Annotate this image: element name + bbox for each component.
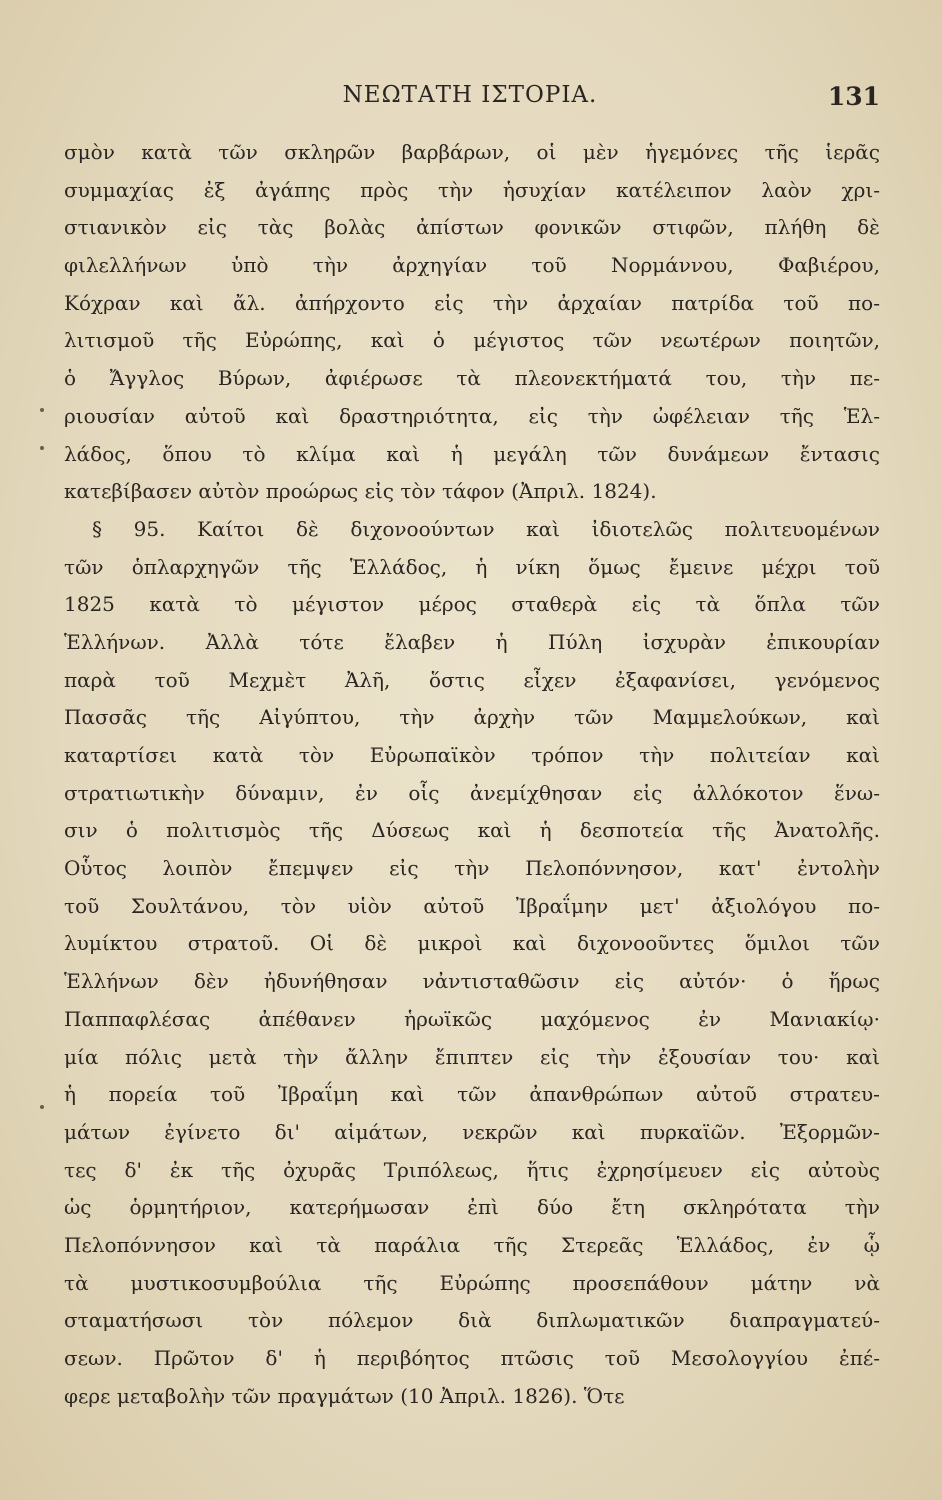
margin-mark xyxy=(40,446,44,450)
text-line: στρατιωτικὴν δύναμιν, ἐν οἷς ἀνεμίχθησαν εἰς ἀλλόκοτον ἕνω- xyxy=(64,780,880,805)
body-text xyxy=(64,134,880,1415)
text-line: σταματήσωσι τὸν πόλεμον διὰ διπλωματικῶν διαπραγματεύ- xyxy=(64,1308,880,1333)
text-line: Πασσᾶς τῆς Αἰγύπτου, τὴν ἀρχὴν τῶν Μαμμελούκων, καὶ xyxy=(64,705,880,730)
text-line: τὰ μυστικοσυμβούλια τῆς Εὐρώπης προσεπάθουν μάτην νὰ xyxy=(64,1270,880,1295)
text-line: Κόχραν καὶ ἄλ. ἀπήρχοντο εἰς τὴν ἀρχαίαν πατρίδα τοῦ πο- xyxy=(64,290,880,315)
text-line: Παππαφλέσας ἀπέθανεν ἡρωϊκῶς μαχόμενος ἐν Μανιακίῳ· xyxy=(64,1006,880,1031)
text-line: τοῦ Σουλτάνου, τὸν υἱὸν αὐτοῦ Ἰβραΐμην μετ' ἀξιολόγου πο- xyxy=(64,893,880,918)
text-line: ὡς ὁρμητήριον, κατερήμωσαν ἐπὶ δύο ἔτη σκληρότατα τὴν xyxy=(64,1195,880,1220)
text-line: σμὸν κατὰ τῶν σκληρῶν βαρβάρων, οἱ μὲν ἡγεμόνες τῆς ἱερᾶς xyxy=(64,140,880,164)
text-line: φερε μεταβολὴν τῶν πραγμάτων (10 Ἀπριλ. 1826). Ὅτε xyxy=(64,1383,625,1408)
text-line: ἡ πορεία τοῦ Ἰβραΐμη καὶ τῶν ἀπανθρώπων αὐτοῦ στρατευ- xyxy=(64,1082,880,1107)
text-line: λυμίκτου στρατοῦ. Οἱ δὲ μικροὶ καὶ διχονοοῦντες ὅμιλοι τῶν xyxy=(64,931,880,956)
text-line: μάτων ἐγίνετο δι' αἱμάτων, νεκρῶν καὶ πυρκαϊῶν. Ἐξορμῶν- xyxy=(64,1119,880,1144)
text-line: φιλελλήνων ὑπὸ τὴν ἀρχηγίαν τοῦ Νορμάννου, Φαβιέρου, xyxy=(64,253,880,278)
text-line: Ἑλλήνων. Ἀλλὰ τότε ἔλαβεν ἡ Πύλη ἰσχυρὰν ἐπικουρίαν xyxy=(64,629,880,654)
text-line: Πελοπόννησον καὶ τὰ παράλια τῆς Στερεᾶς Ἑλλάδος, ἐν ᾧ xyxy=(64,1232,880,1257)
text-line: λιτισμοῦ τῆς Εὐρώπης, καὶ ὁ μέγιστος τῶν νεωτέρων ποιητῶν, xyxy=(64,328,880,353)
text-line: Οὗτος λοιπὸν ἔπεμψεν εἰς τὴν Πελοπόννησον, κατ' ἐντολὴν xyxy=(64,856,880,881)
text-line: ριουσίαν αὐτοῦ καὶ δραστηριότητα, εἰς τὴν ὠφέλειαν τῆς Ἑλ- xyxy=(64,403,880,428)
text-line: τες δ' ἐκ τῆς ὀχυρᾶς Τριπόλεως, ἥτις ἐχρησίμευεν εἰς αὐτοὺς xyxy=(64,1157,880,1182)
margin-mark xyxy=(40,1105,44,1109)
page-header xyxy=(60,82,880,118)
page-number: 131 xyxy=(827,82,880,111)
text-line: λάδος, ὅπου τὸ κλίμα καὶ ἡ μεγάλη τῶν δυνάμεων ἔντασις xyxy=(64,441,880,466)
text-line: ὁ Ἄγγλος Βύρων, ἀφιέρωσε τὰ πλεονεκτήματά του, τὴν πε- xyxy=(64,366,880,391)
text-line: στιανικὸν εἰς τὰς βολὰς ἀπίστων φονικῶν στιφῶν, πλήθη δὲ xyxy=(64,215,880,240)
text-line: μία πόλις μετὰ τὴν ἄλλην ἔπιπτεν εἰς τὴν ἐξουσίαν του· καὶ xyxy=(64,1044,880,1069)
text-line: σιν ὁ πολιτισμὸς τῆς Δύσεως καὶ ἡ δεσποτεία τῆς Ἀνατολῆς. xyxy=(64,818,880,843)
text-line: σεων. Πρῶτον δ' ἡ περιβόητος πτῶσις τοῦ Μεσολογγίου ἐπέ- xyxy=(64,1346,880,1370)
text-line: συμμαχίας ἐξ ἀγάπης πρὸς τὴν ἡσυχίαν κατέλειπον λαὸν χρι- xyxy=(64,177,880,202)
margin-mark xyxy=(40,408,44,412)
text-line: 1825 κατὰ τὸ μέγιστον μέρος σταθερὰ εἰς τὰ ὅπλα τῶν xyxy=(64,592,880,617)
text-line: Ἑλλήνων δὲν ἠδυνήθησαν νἀντισταθῶσιν εἰς αὐτόν· ὁ ἥρως xyxy=(64,969,880,994)
text-line: καταρτίσει κατὰ τὸν Εὐρωπαϊκὸν τρόπον τὴν πολιτείαν καὶ xyxy=(64,743,880,767)
text-line: § 95. Καίτοι δὲ διχονοούντων καὶ ἰδιοτελῶς πολιτευομένων xyxy=(92,516,880,541)
text-line: κατεβίβασεν αὐτὸν προώρως εἰς τὸν τάφον (Ἀπριλ. 1824). xyxy=(64,479,657,504)
text-line: παρὰ τοῦ Μεχμὲτ Ἀλῆ, ὅστις εἶχεν ἐξαφανίσει, γενόμενος xyxy=(64,667,880,692)
text-line: τῶν ὁπλαρχηγῶν τῆς Ἑλλάδος, ἡ νίκη ὅμως ἔμεινε μέχρι τοῦ xyxy=(64,554,880,579)
running-title: ΝΕΩΤΑΤΗ ΙΣΤΟΡΙΑ. xyxy=(342,82,598,108)
